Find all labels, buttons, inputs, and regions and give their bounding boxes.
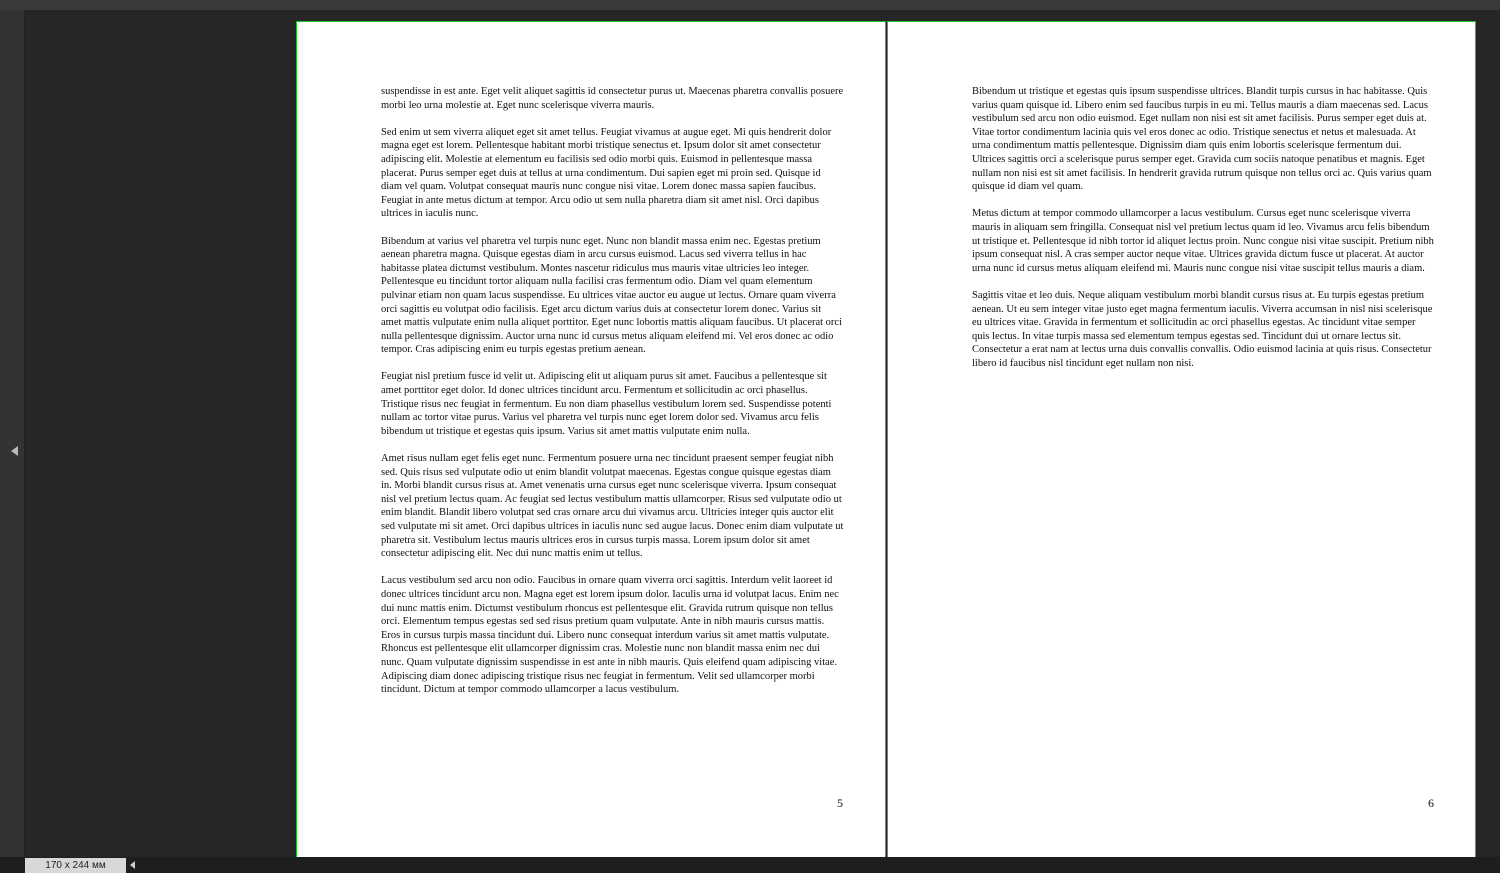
paragraph: Amet risus nullam eget felis eget nunc. Fermentum posuere urna nec tincidunt praesent semper feugiat nibh sed. Quis risus sed vulputate odio ut enim blandit volutpat maecenas. Egestas congue quisque egestas diam in. Morbi blandit cursus risus at. Amet venenatis urna cursus eget nunc scelerisque viverra. Ipsum consequat nisl vel pretium lectus quam. Ac feugiat sed lectus vestibulum mattis ullamcorper. Risus sed vulputate odio ut enim blandit. Blandit libero volutpat sed cras ornare arcu dui vivamus arcu. Ultricies integer quis auctor elit sed vulputate mi sit amet. Orci dapibus ultrices in iaculis nunc sed augue lacus. Donec enim diam vulputate ut pharetra sit. Vestibulum lectus mauris ultrices eros in cursus turpis massa. Lorem ipsum dolor sit amet consectetur adipiscing elit. Nec dui nunc mattis enim ut tellus.: [381, 453, 844, 560]
paragraph: Sagittis vitae et leo duis. Neque aliquam vestibulum morbi blandit cursus risus at. Eu turpis egestas pretium aenean. Ut eu sem integer vitae justo eget magna fermentum iaculis. Viverra accumsan in nisl nisi scelerisque eu ultrices vitae. Gravida in fermentum et sollicitudin ac orci phasellus egestas. Ac tincidunt vitae semper quis lectus. In vitae turpis massa sed elementum tempus egestas sed. Tincidunt dui ut ornare lectus sit. Consectetur a erat nam at lectus urna duis convallis convallis. Odio euismod lacinia at quis risus. Consectetur libero id faucibus nisl tincidunt eget nullam non nisi.: [972, 289, 1433, 369]
left-side-panel: [0, 10, 25, 857]
expand-panel-icon[interactable]: [11, 446, 18, 456]
paragraph: suspendisse in est ante. Eget velit aliquet sagittis id consectetur purus ut. Maecenas pharetra convallis posuere morbi leo urna molestie at. Eget nunc scelerisque viverra mauris.: [381, 86, 844, 111]
chevron-left-icon[interactable]: [130, 861, 135, 869]
page-5[interactable]: [296, 21, 886, 866]
paragraph: Bibendum ut tristique et egestas quis ipsum suspendisse ultrices. Blandit turpis cursus in hac habitasse. Quis varius quam quisque id. Libero enim sed faucibus turpis in eu mi. Tellus mauris a diam maecenas sed. Lacus vestibulum sed arcu non odio euismod. Eget nullam non nisi est sit amet facilisis. Purus semper eget duis at. Vitae tortor condimentum lacinia quis vel eros donec ac odio. Tristique senectus et netus et malesuada. At urna condimentum mattis pellentesque. Dignissim diam quis enim lobortis scelerisque fermentum dui. Ultrices sagittis orci a scelerisque purus semper eget. Gravida cum sociis natoque penatibus et magnis. Eget nullam non nisi est sit amet facilisis. In hendrerit gravida rutrum quisque non tellus orci ac. Quis varius quam quisque id diam vel quam.: [972, 86, 1432, 193]
page-text: [972, 85, 1435, 384]
page-6[interactable]: [887, 21, 1476, 866]
status-bar: [0, 857, 1500, 873]
paragraph: Metus dictum at tempor commodo ullamcorper a lacus vestibulum. Cursus eget nunc scelerisque viverra mauris in aliquam sem fringilla. Consequat nisl vel pretium lectus quam id leo. Vivamus arcu felis bibendum ut tristique et. Pellentesque id nibh tortor id aliquet lectus proin. Nunc congue nisi vitae suscipit. Pretium nibh ipsum consequat nisl. A cras semper auctor neque vitae. Ultrices gravida dictum fusce ut placerat. At auctor urna nunc id cursus metus aliquam eleifend mi. Mauris nunc congue nisi vitae suscipit tellus mauris a diam.: [972, 208, 1434, 274]
document-workspace: [25, 10, 1500, 857]
page-size-indicator[interactable]: 170 x 244 мм: [25, 858, 126, 873]
page-number: 6: [1428, 796, 1434, 810]
page-number: 5: [837, 796, 843, 810]
paragraph: Lacus vestibulum sed arcu non odio. Faucibus in ornare quam viverra orci sagittis. Interdum velit laoreet id donec ultrices tincidunt arcu non. Magna eget est lorem ipsum dolor. Iaculis urna id volutpat lacus. Enim nec dui nunc mattis enim. Dictumst vestibulum rhoncus est pellentesque elit. Gravida rutrum quisque non tellus orci. Elementum tempus egestas sed sed risus pretium quam vulputate. Ante in nibh mauris cursus mattis. Eros in cursus turpis massa tincidunt dui. Libero nunc consequat interdum varius sit amet mattis vulputate. Rhoncus est pellentesque elit ullamcorper dignissim cras. Molestie nunc non blandit massa enim nec dui nunc. Quam vulputate dignissim suspendisse in est ante in nibh mauris. Quis eleifend quam adipiscing vitae. Adipiscing diam donec adipiscing tristique risus nec feugiat in fermentum. Velit sed ullamcorper morbi tincidunt. Dictum at tempor commodo ullamcorper a lacus vestibulum.: [381, 575, 839, 696]
paragraph: Feugiat nisl pretium fusce id velit ut. Adipiscing elit ut aliquam purus sit amet. Faucibus a pellentesque sit amet porttitor eget dolor. Id donec ultrices tincidunt arcu. Fermentum et sollicitudin ac orci phasellus. Tristique risus nec feugiat in fermentum. Eu non diam phasellus vestibulum lorem sed. Suspendisse potenti nullam ac tortor vitae purus. Varius vel pharetra vel turpis nunc eget lorem dolor sed. Vivamus arcu felis bibendum ut tristique et egestas quis ipsum. Varius sit amet mattis vulputate enim nulla.: [381, 371, 832, 437]
paragraph: Sed enim ut sem viverra aliquet eget sit amet tellus. Feugiat vivamus at augue eget. Mi quis hendrerit dolor magna eget est lorem. Pellentesque habitant morbi tristique senectus et. Ipsum dolor sit amet consectetur adipiscing elit. Molestie at elementum eu facilisis sed odio morbi quis. Euismod in pellentesque massa placerat. Purus semper eget duis at tellus at urna condimentum. Dui sapien eget mi proin sed. Quisque id diam vel quam. Volutpat consequat mauris nunc congue nisi vitae. Lorem donec massa sapien faucibus. Feugiat in ante metus dictum at tempor. Arcu odio ut sem nulla pharetra diam sit amet nisl. Orci dapibus ultrices in iaculis nunc.: [381, 126, 832, 220]
paragraph: Bibendum at varius vel pharetra vel turpis nunc eget. Nunc non blandit massa enim nec. Egestas pretium aenean pharetra magna. Quisque egestas diam in arcu cursus euismod. Lacus sed viverra tellus in hac habitasse platea dictumst vestibulum. Montes nascetur ridiculus mus mauris vitae ultricies leo integer. Pellentesque eu tincidunt tortor aliquam nulla facilisi cras fermentum odio. Diam vel quam elementum pulvinar etiam non quam lacus suspendisse. Eu ultrices vitae auctor eu augue ut lectus. Ornare quam viverra orci sagittis eu volutpat odio facilisis. Eget arcu dictum varius duis at consectetur lorem donec. Varius sit amet mattis vulputate enim nulla aliquet porttitor. Eget nunc lobortis mattis aliquam faucibus. Ut placerat orci nulla pellentesque dignissim. Auctor urna nunc id cursus metus aliquam eleifend mi. Vel eros donec ac odio tempor. Cras adipiscing enim eu turpis egestas pretium aenean.: [381, 235, 843, 356]
page-text: [381, 85, 844, 710]
top-toolbar: [0, 0, 1500, 10]
